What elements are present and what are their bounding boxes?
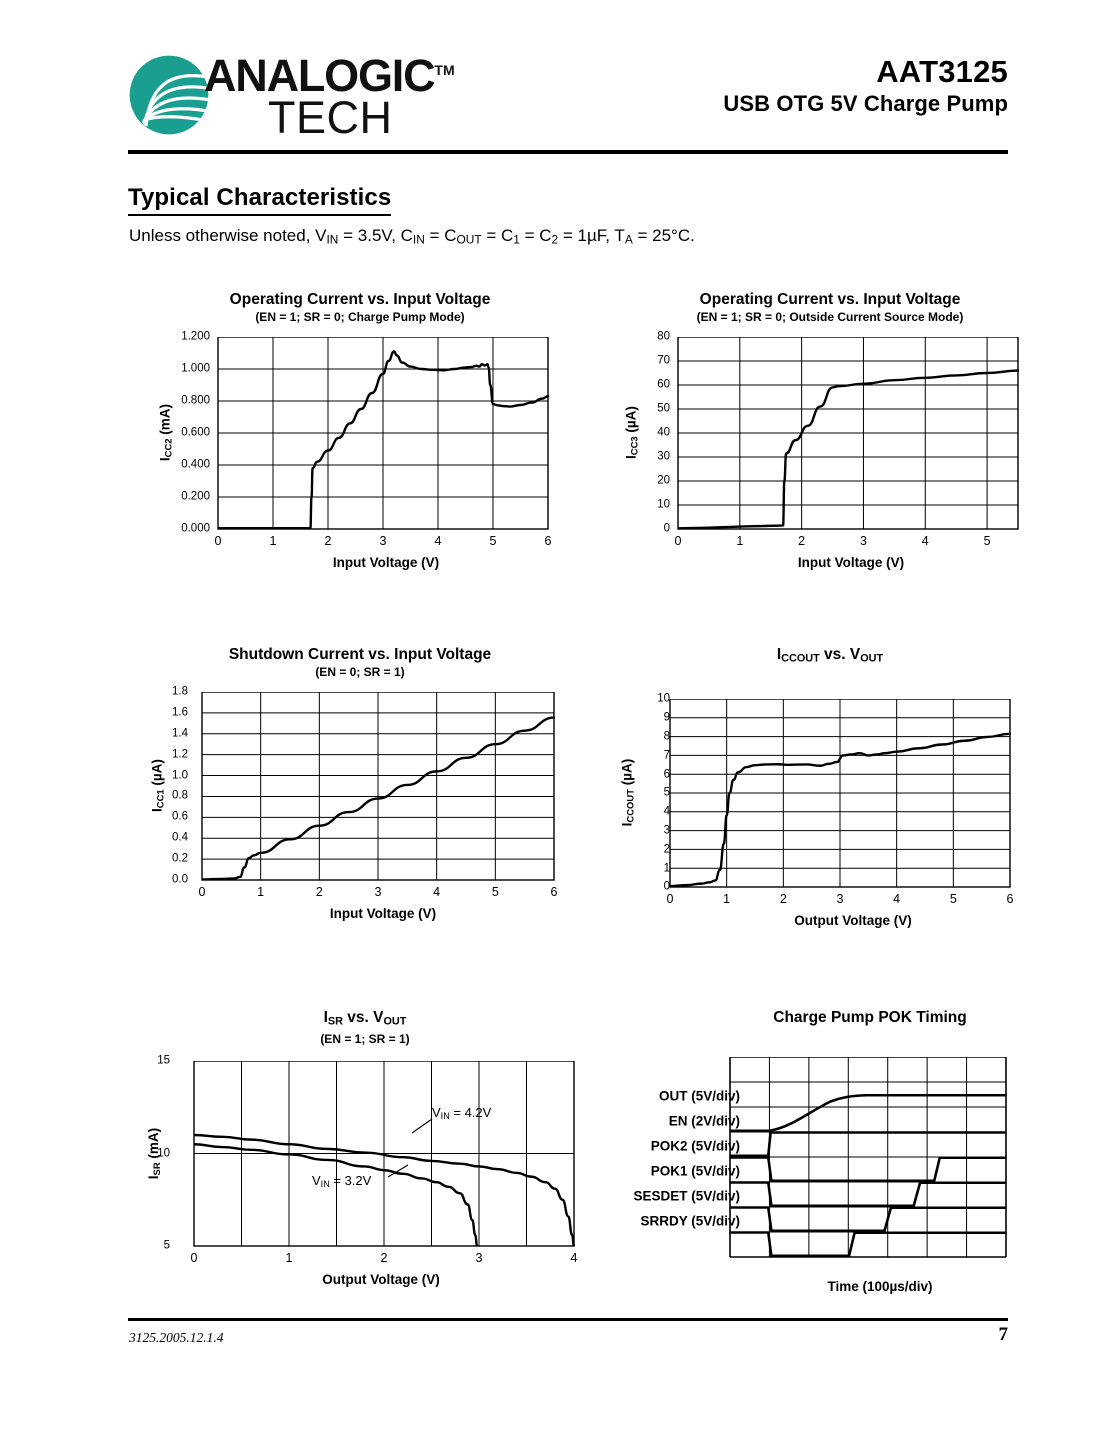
timing-xlabel-a: Time (100 [827, 1279, 890, 1294]
footer-page-number: 7 [998, 1324, 1008, 1345]
timing-channel-label: POK2 (5V/div) [650, 1138, 740, 1154]
logo-wordmark [204, 48, 455, 143]
h-icc3-ytick: 10 [657, 498, 670, 511]
note-sub-2: 2 [551, 232, 559, 247]
annotation-vin-4v2-sub: IN [440, 1111, 450, 1122]
h-icc2-xtick: 1 [269, 534, 277, 548]
chart-pok-timing [600, 1008, 1030, 1294]
h-icc1-ytick: 1.4 [172, 727, 188, 740]
chart-isr-plot [145, 1054, 578, 1266]
chart-icc2-plot [157, 330, 560, 548]
h-isr-xtick: 1 [285, 1251, 293, 1266]
test-conditions-note [129, 224, 695, 252]
note-sub-a: A [624, 232, 633, 247]
part-description: USB OTG 5V Charge Pump [723, 91, 1008, 116]
h-icc1-ylabel-sub: CC1 [155, 789, 167, 809]
chart-icc1 [149, 645, 560, 921]
h-isr-xtick: 0 [190, 1251, 198, 1266]
h-isr-xtick: 2 [380, 1251, 388, 1266]
h-iccout-ytick: 5 [663, 786, 670, 799]
h-icc1-ytick: 0.0 [172, 873, 188, 886]
h-icc2-ytick: 0.800 [181, 394, 210, 407]
annotation-vin-3v2 [312, 1173, 371, 1189]
chart-isr-title-i: I [323, 1009, 328, 1026]
chart-iccout [619, 645, 1030, 929]
annotation-vin-4v2-val: = 4.2V [449, 1105, 492, 1121]
h-icc3-xtick: 2 [798, 534, 806, 548]
chart-icc2-subtitle: (EN = 1; SR = 0; Charge Pump Mode) [255, 310, 465, 324]
h-icc3-ytick: 60 [657, 378, 670, 391]
timing-trace-en [730, 1133, 1006, 1156]
chart-icc3-xlabel: Input Voltage (V) [797, 555, 905, 570]
chart-iccout-title-sub2: OUT [860, 652, 884, 665]
h-icc2-xtick: 0 [214, 534, 222, 548]
h-icc1-xtick: 2 [315, 885, 323, 899]
h-icc2-ytick: 0.200 [181, 490, 210, 503]
h-iccout-xtick: 6 [1006, 892, 1014, 907]
h-icc3-grid [630, 337, 1032, 531]
h-icc2-grid [160, 337, 562, 531]
footer-doc-id: 3125.2005.12.1.4 [129, 1330, 224, 1345]
chart-icc3 [623, 290, 1030, 570]
h-icc1-ytick: 1.8 [172, 685, 188, 698]
h-isr-ylabel [145, 1061, 162, 1246]
h-icc2-ytick: 0.600 [181, 426, 210, 439]
h-icc1-ylabel-unit: (µA) [149, 759, 165, 790]
h-isr-ylabel-unit: (mA) [145, 1127, 161, 1163]
timing-channel-label: OUT (5V/div) [658, 1088, 740, 1104]
h-icc3-ytick: 20 [657, 474, 670, 487]
timing-trace-sesdet [730, 1208, 1006, 1231]
chart-isr-subtitle: (EN = 1; SR = 1) [320, 1032, 410, 1047]
h-isr-ytick: 5 [163, 1239, 170, 1252]
note-part-a: Unless otherwise noted, V [129, 226, 327, 245]
header-divider [128, 150, 1008, 154]
h-icc2-ytick: 0.000 [181, 522, 210, 535]
h-icc3-ylabel [623, 337, 640, 529]
chart-icc3-title: Operating Current vs. Input Voltage [699, 291, 961, 308]
h-icc3-xtick: 3 [859, 534, 867, 548]
chart-iccout-title [630, 645, 1030, 668]
timing-xlabel [730, 1279, 1030, 1294]
analogic-tech-logo [128, 50, 455, 143]
h-iccout-ylabel-unit: (µA) [619, 759, 635, 790]
chart-isr [145, 1008, 578, 1288]
h-icc1-ytick: 0.4 [172, 831, 188, 844]
h-icc1-xtick: 5 [491, 885, 499, 899]
h-iccout-ytick: 1 [663, 862, 670, 875]
timing-xlabel-mu: µ [889, 1279, 898, 1294]
h-iccout-ytick: 4 [663, 805, 670, 818]
h-icc1-ylabel-sym: I [149, 808, 165, 813]
h-iccout-xtick: 2 [779, 892, 787, 907]
h-iccout-xtick: 5 [949, 892, 957, 907]
h-isr-ylabel-sym: I [145, 1175, 161, 1180]
note-part-e: = C [519, 226, 552, 245]
h-icc1-ytick: 0.2 [172, 852, 188, 865]
h-isr-ytick: 15 [157, 1054, 170, 1067]
h-icc2-ylabel-sub: CC2 [163, 438, 175, 458]
h-icc3-ytick: 0 [663, 522, 670, 535]
h-iccout-ylabel-sym: I [619, 822, 635, 827]
h-icc2-xtick: 3 [379, 534, 387, 548]
h-isr-grid [160, 1061, 588, 1248]
h-icc3-xtick: 0 [674, 534, 682, 548]
timing-trace-pok1 [730, 1183, 1006, 1206]
chart-icc2-title: Operating Current vs. Input Voltage [229, 291, 491, 308]
h-icc2-ytick: 0.400 [181, 458, 210, 471]
h-icc2-ylabel [157, 337, 174, 529]
note-sub-out: OUT [456, 232, 482, 247]
h-icc1-ytick: 1.6 [172, 706, 188, 719]
h-iccout-ytick: 10 [657, 692, 670, 705]
timing-xlabel-b: s/div) [897, 1279, 933, 1294]
h-icc3-ytick: 40 [657, 426, 670, 439]
h-icc3-xtick: 1 [736, 534, 744, 548]
timing-title: Charge Pump POK Timing [773, 1009, 967, 1026]
logo-globe-icon [128, 54, 210, 136]
h-icc2-xtick: 5 [489, 534, 497, 548]
footer-divider [128, 1318, 1008, 1321]
h-iccout-ytick: 2 [663, 843, 670, 856]
h-icc1-ytick: 0.6 [172, 810, 188, 823]
chart-iccout-title-sub: CCOUT [781, 652, 820, 665]
h-icc3-ytick: 80 [657, 330, 670, 343]
h-icc2-ytick: 1.000 [181, 362, 210, 375]
annotation-vin-4v2-sym: V [432, 1105, 441, 1121]
chart-iccout-plot [619, 692, 1030, 907]
annotation-vin-3v2-sym: V [312, 1173, 321, 1189]
h-iccout-xtick: 3 [836, 892, 844, 907]
chart-iccout-xlabel: Output Voltage (V) [794, 913, 912, 929]
h-icc2-ylabel-sym: I [157, 457, 173, 462]
h-iccout-ytick: 6 [663, 768, 670, 781]
chart-icc3-plot [623, 330, 1030, 548]
h-iccout-xtick: 1 [723, 892, 731, 907]
logo-analogic-text: ANALOGIC™ [204, 50, 455, 101]
h-icc1-xtick: 3 [374, 885, 382, 899]
note-part-d: = C [481, 226, 514, 245]
note-sub-in2: IN [412, 232, 425, 247]
timing-channel-label: SRRDY (5V/div) [640, 1213, 740, 1229]
chart-icc3-subtitle: (EN = 1; SR = 0; Outside Current Source Mode) [696, 310, 964, 324]
chart-icc1-xlabel: Input Voltage (V) [329, 906, 437, 921]
chart-iccout-title-i: I [776, 646, 782, 663]
h-iccout-ytick: 3 [663, 824, 670, 837]
h-icc2-ylabel-unit: (mA) [157, 403, 173, 439]
h-icc1-xtick: 4 [433, 885, 441, 899]
h-isr-series-1 [194, 1145, 477, 1247]
h-icc3-ytick: 30 [657, 450, 670, 463]
h-icc3-xtick: 5 [983, 534, 991, 548]
h-iccout-ytick: 7 [663, 749, 670, 762]
h-iccout-ytick: 8 [663, 730, 670, 743]
h-icc1-grid [160, 692, 568, 882]
chart-isr-title-vs: vs. V [343, 1009, 384, 1026]
h-icc2-xtick: 6 [544, 534, 552, 548]
h-icc3-ylabel-sym: I [623, 455, 639, 460]
logo-trademark: TM [434, 62, 455, 78]
page-title: Typical Characteristics [128, 184, 391, 216]
timing-trace-pok2 [730, 1158, 1006, 1181]
timing-channel-label: SESDET (5V/div) [633, 1188, 740, 1204]
h-iccout-ytick: 0 [663, 880, 670, 893]
chart-isr-title [160, 1008, 570, 1031]
h-iccout-xtick: 0 [666, 892, 674, 907]
chart-isr-title-sub2: OUT [383, 1015, 407, 1028]
document-title-block [723, 54, 1008, 118]
logo-tech-text: TECH [268, 92, 393, 143]
h-icc2-ytick: 1.200 [181, 330, 210, 343]
annotation-vin-3v2-sub: IN [320, 1179, 330, 1190]
page-header [128, 44, 1008, 154]
h-icc2-xtick: 2 [324, 534, 332, 548]
h-iccout-xtick: 4 [893, 892, 901, 907]
h-icc3-ytick: 70 [657, 354, 670, 367]
h-icc2-xtick: 4 [434, 534, 442, 548]
h-iccout-ytick: 9 [663, 711, 670, 724]
chart-icc2 [157, 290, 560, 570]
note-part-b: = 3.5V, C [338, 226, 413, 245]
h-iccout-grid [630, 699, 1024, 889]
timing-trace-srrdy [730, 1233, 1006, 1256]
h-icc1-xtick: 6 [550, 885, 558, 899]
h-iccout-ylabel-sub: CCOUT [625, 789, 637, 823]
h-iccout-ylabel [619, 699, 636, 887]
h-icc1-ytick: 1.0 [172, 769, 188, 782]
chart-isr-xlabel: Output Voltage (V) [322, 1272, 440, 1288]
h-isr-xtick: 4 [570, 1251, 578, 1266]
note-part-f: = 1µF, T [558, 226, 625, 245]
h-icc3-xtick: 4 [921, 534, 929, 548]
h-icc1-ytick: 0.8 [172, 789, 188, 802]
h-isr-ytick: 10 [157, 1147, 170, 1160]
timing-channel-label: EN (2V/div) [668, 1113, 740, 1129]
chart-icc1-subtitle: (EN = 0; SR = 1) [315, 665, 405, 679]
h-isr-xtick: 3 [475, 1251, 483, 1266]
annotation-vin-3v2-val: = 3.2V [329, 1173, 372, 1189]
note-sub-in1: IN [326, 232, 339, 247]
h-icc1-xtick: 1 [257, 885, 265, 899]
h-icc1-ylabel [149, 692, 166, 880]
chart-icc2-xlabel: Input Voltage (V) [332, 555, 440, 570]
chart-icc1-title: Shutdown Current vs. Input Voltage [228, 646, 492, 663]
h-icc3-ylabel-unit: (µA) [623, 406, 639, 437]
timing-trace-out [730, 1095, 1006, 1131]
h-icc3-ylabel-sub: CC3 [629, 436, 641, 456]
h-icc1-xtick: 0 [198, 885, 206, 899]
chart-isr-title-sub: SR [327, 1015, 343, 1028]
h-isr-ylabel-sub: SR [151, 1162, 163, 1176]
annotation-vin-4v2 [432, 1105, 491, 1121]
part-number: AAT3125 [876, 54, 1008, 89]
chart-iccout-title-vs: vs. V [819, 646, 861, 663]
note-part-g: = 25°C. [632, 226, 695, 245]
h-icc3-ytick: 50 [657, 402, 670, 415]
note-sub-1: 1 [513, 232, 520, 247]
timing-channel-label: POK1 (5V/div) [650, 1163, 740, 1179]
h-icc1-ytick: 1.2 [172, 748, 188, 761]
timing-plot [600, 1057, 1030, 1257]
chart-icc1-plot [149, 685, 560, 899]
note-part-c: = C [424, 226, 457, 245]
